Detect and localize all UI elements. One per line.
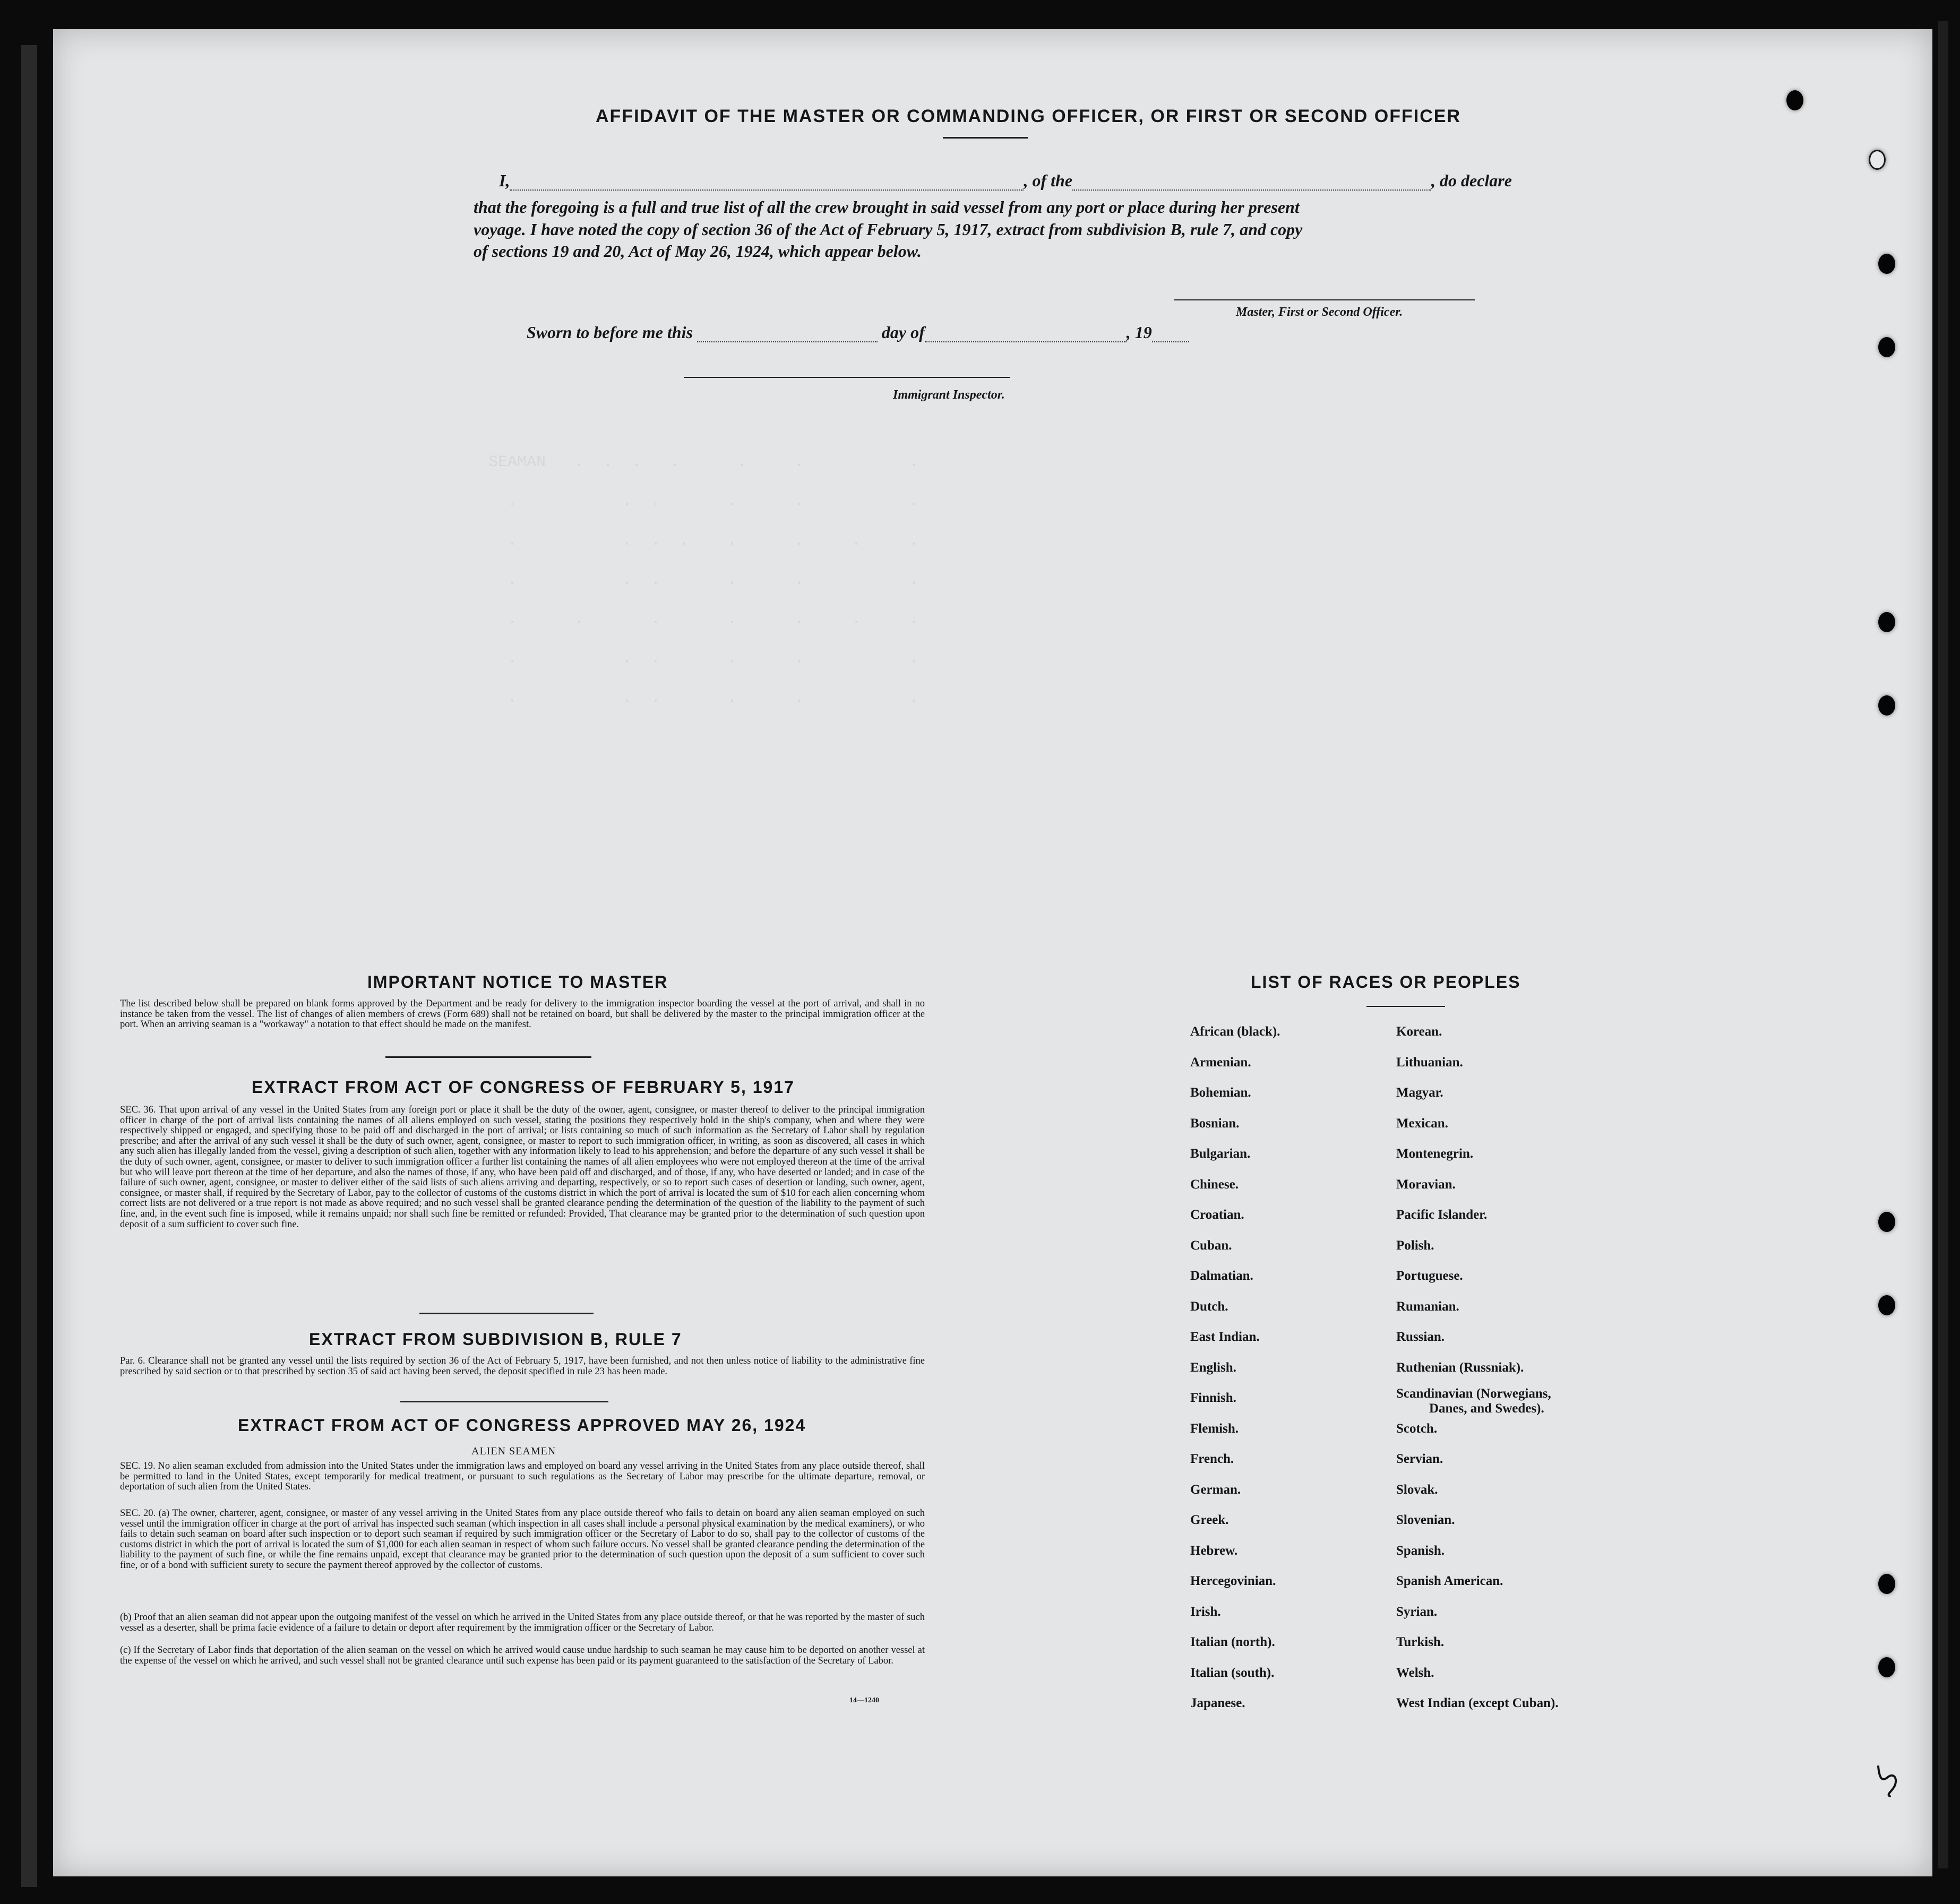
subdivision-b-title: EXTRACT FROM SUBDIVISION B, RULE 7 [309, 1330, 682, 1349]
race-item: Slovenian. [1396, 1513, 1455, 1527]
document-page [53, 29, 1932, 1876]
handwritten-mark [1874, 1761, 1906, 1798]
section-rule [419, 1313, 594, 1314]
race-item: Pacific Islander. [1396, 1208, 1488, 1222]
extract-1924-sec-20a: SEC. 20. (a) The owner, charterer, agent, consignee, or master of any vessel arriving in the United States from any place outside thereof who fails to detain on board any alien seaman employed on such vessel until the immigration officer in charge at the port of arrival has inspected such seaman (which inspection in all cases shall include a personal physical examination by the medical examiners), or who fails to detain such seaman on board after such inspection or to deport such seaman if required by such immigration officer or the Secretary of Labor to do so, shall pay to the collector of customs of the customs district in which the port of arrival is located the sum of $1,000 for each alien seaman in respect of whom such failure occurs. No vessel shall be granted clearance pending the determination of the liability to the payment of such fine, or while the fine remains unpaid, except that clearance may be granted prior to the determination of such question upon the deposit of a sum sufficient to cover such fine, or of a bond with sufficient surety to secure the payment thereof approved by the collector of customs. [120, 1508, 925, 1571]
races-title-rule [1366, 1006, 1445, 1007]
punch-hole [1878, 1657, 1895, 1677]
master-signature-label: Master, First or Second Officer. [1236, 305, 1403, 319]
race-item: Servian. [1396, 1452, 1443, 1466]
race-item: Hebrew. [1190, 1544, 1238, 1558]
punch-hole [1878, 612, 1895, 632]
sworn-line [527, 323, 1189, 342]
master-signature-line [1174, 299, 1475, 300]
race-item: Rumanian. [1396, 1299, 1459, 1314]
affidavit-line-1 [474, 171, 1512, 191]
races-title: LIST OF RACES OR PEOPLES [1251, 972, 1521, 992]
sworn-label: Sworn to before me this [527, 323, 693, 342]
race-item: Cuban. [1190, 1238, 1232, 1253]
race-item: Montenegrin. [1396, 1147, 1474, 1161]
extract-1917-text: SEC. 36. That upon arrival of any vessel in the United States from any foreign port or place it shall be the duty of the owner, agent, consignee, or master thereof to deliver to the principal immigration officer in charge of the port of arrival lists containing the names of all aliens employed on such vessel, stating the positions they respectively hold in the ship's company, when and where they were respectively shipped or engaged, and specifying those to be paid off and discharged in the port of arrival; or lists containing so much of such information as the Secretary of Labor shall by regulation prescribe; and after the arrival of any such vessel it shall be the duty of such owner, agent, consignee, or master to report to such immigration officer, in writing, as soon as discovered, all cases in which any such alien has illegally landed from the vessel, giving a description of such alien, together with any information likely to lead to his apprehension; and before the departure of any such vessel it shall be the duty of such owner, agent, consignee, or master to deliver to such immigration officer a further list containing the names of all alien employees who were not employed thereon at the time of the arrival but who will leave port thereon at the time of her departure, and also the names of those, if any, who have been paid off and discharged, and of those, if any, who have deserted or landed; and in case of the failure of such owner, agent, consignee, or master to deliver either of the said lists of such aliens arriving and departing, respectively, or so to report such cases of desertion or landing, such owner, agent, consignee, or master shall, if required by the Secretary of Labor, pay to the collector of customs of the customs district in which the port of arrival is located the sum of $10 for each alien concerning whom correct lists are not delivered or a true report is not made as above required; and no such vessel shall be granted clearance pending the determination of the question of the liability to the payment of such fine, and, in the event such fine is imposed, while it remains unpaid; nor shall such fine be remitted or refunded: Provided, That clearance may be granted prior to the determination of such question upon deposit of a sum sufficient to cover such fine. [120, 1105, 925, 1230]
extract-1924-sec-19: SEC. 19. No alien seaman excluded from admission into the United States under the immigration laws and employed on board any vessel arriving in the United States from any place outside thereof, shall be permitted to land in the United States, except temporarily for medical treatment, or pursuant to such regulations as the Secretary of Labor may prescribe for the ultimate departure, removal, or deportation of such alien from the United States. [120, 1461, 925, 1493]
race-item: Japanese. [1190, 1696, 1245, 1710]
race-item: French. [1190, 1452, 1234, 1466]
day-of-label: day of [881, 323, 925, 342]
affidavit-i-label: I, [499, 171, 510, 190]
race-item: Moravian. [1396, 1177, 1456, 1192]
alien-seamen-subtitle: ALIEN SEAMEN [471, 1445, 556, 1457]
race-item: Russian. [1396, 1330, 1445, 1344]
punch-hole [1878, 1295, 1895, 1315]
subdivision-b-text: Par. 6. Clearance shall not be granted any vessel until the lists required by section 36 of the Act of February 5, 1917, have been furnished, and not then unless notice of liability to the administrative fine prescribed by said section or to that prescribed by section 35 of said act having been served, the deposit specified in rule 23 has been made. [120, 1356, 925, 1377]
race-item: African (black). [1190, 1024, 1280, 1039]
bleed-through-ghost: SEAMAN . . . . . . . . . . . . . . . . . . . . . . . . . . . . . . . . . . . . . . . . . . . . . . [488, 453, 919, 707]
extract-1924-sec-20b: (b) Proof that an alien seaman did not appear upon the outgoing manifest of the vessel on which he arrived in the United States from any place outside thereof, or that he was reported by the master of such vessel as a deserter, shall be prima facie evidence of a failure to detain or deport after requirement by the immigration officer or the Secretary of Labor. [120, 1612, 925, 1633]
race-item: Hercegovinian. [1190, 1574, 1276, 1588]
race-item: Spanish American. [1396, 1574, 1503, 1588]
extract-1924-sec-20c: (c) If the Secretary of Labor finds that deportation of the alien seaman on the vessel on which he arrived would cause undue hardship to such seaman he may cause him to be deported on another vessel at the expense of the vessel on which he arrived, and such vessel shall not be granted clearance until such expense has been paid or its payment guaranteed to the satisfaction of the Secretary of Labor. [120, 1645, 925, 1666]
race-item: English. [1190, 1360, 1236, 1375]
race-item: Dalmatian. [1190, 1269, 1253, 1283]
race-item: Slovak. [1396, 1483, 1438, 1497]
binding-edge-right [1938, 21, 1948, 1868]
race-item: Italian (north). [1190, 1635, 1275, 1649]
punch-hole [1878, 1212, 1895, 1232]
notice-text: The list described below shall be prepared on blank forms approved by the Department and be ready for delivery to the immigration inspector boarding the vessel at the port of arrival, and shall in no instance be taken from the vessel. The list of changes of alien members of crews (Form 689) shall not be retained on board, but shall be delivered by the master to the principal immigration officer at the port. When an arriving seaman is a "workaway" a notation to that effect should be made on the manifest. [120, 998, 925, 1030]
race-item: Mexican. [1396, 1116, 1448, 1131]
section-rule [400, 1401, 608, 1402]
race-item-continuation: Danes, and Swedes). [1429, 1401, 1544, 1416]
extract-1924-title: EXTRACT FROM ACT OF CONGRESS APPROVED MAY 26, 1924 [238, 1416, 806, 1435]
race-item: East Indian. [1190, 1330, 1260, 1344]
race-item: Finnish. [1190, 1391, 1236, 1405]
inspector-signature-label: Immigrant Inspector. [893, 388, 1005, 402]
race-item: Chinese. [1190, 1177, 1239, 1192]
punch-hole [1878, 337, 1895, 357]
punch-hole [1878, 695, 1895, 716]
title-rule [943, 137, 1028, 139]
race-item: Irish. [1190, 1605, 1221, 1619]
affidavit-title: AFFIDAVIT OF THE MASTER OR COMMANDING OFFICER, OR FIRST OR SECOND OFFICER [596, 106, 1461, 126]
race-item: Korean. [1396, 1024, 1442, 1039]
race-item: German. [1190, 1483, 1241, 1497]
affidavit-of-the-label: , of the [1024, 171, 1072, 190]
race-item: Ruthenian (Russniak). [1396, 1360, 1524, 1375]
extract-1917-title: EXTRACT FROM ACT OF CONGRESS OF FEBRUARY 5, 1917 [252, 1078, 795, 1097]
race-item: Polish. [1396, 1238, 1434, 1253]
race-item: Syrian. [1396, 1605, 1438, 1619]
punch-hole [1878, 1574, 1895, 1594]
punch-hole [1786, 90, 1803, 110]
race-item: Scandinavian (Norwegians, [1396, 1386, 1551, 1401]
year-label: , 19 [1126, 323, 1152, 342]
punch-hole [1878, 254, 1895, 274]
notice-title: IMPORTANT NOTICE TO MASTER [367, 972, 668, 992]
race-item: Armenian. [1190, 1055, 1251, 1070]
section-rule [385, 1056, 591, 1058]
affidavit-line-4: of sections 19 and 20, Act of May 26, 1924, which appear below. [474, 242, 922, 261]
binding-edge-left [21, 45, 37, 1887]
race-item: Scotch. [1396, 1421, 1438, 1436]
race-item: Spanish. [1396, 1544, 1445, 1558]
affidavit-line-3: voyage. I have noted the copy of section 36 of the Act of February 5, 1917, extract from subdivision B, rule 7, and copy [474, 220, 1303, 239]
race-item: Magyar. [1396, 1085, 1443, 1100]
race-item: Bohemian. [1190, 1085, 1251, 1100]
affidavit-do-declare-label: , do declare [1431, 171, 1512, 190]
race-item: Turkish. [1396, 1635, 1445, 1649]
race-item: Dutch. [1190, 1299, 1228, 1314]
race-item: Welsh. [1396, 1666, 1434, 1680]
race-item: Bulgarian. [1190, 1147, 1251, 1161]
race-item: West Indian (except Cuban). [1396, 1696, 1559, 1710]
race-item: Greek. [1190, 1513, 1229, 1527]
race-item: Portuguese. [1396, 1269, 1463, 1283]
race-item: Bosnian. [1190, 1116, 1240, 1131]
punch-hole [1869, 150, 1886, 170]
affidavit-line-2: that the foregoing is a full and true list of all the crew brought in said vessel from any port or place during her present [474, 197, 1300, 217]
inspector-signature-line [684, 377, 1010, 378]
race-item: Flemish. [1190, 1421, 1239, 1436]
race-item: Croatian. [1190, 1208, 1244, 1222]
race-item: Italian (south). [1190, 1666, 1275, 1680]
race-item: Lithuanian. [1396, 1055, 1463, 1070]
form-number: 14—1240 [849, 1696, 879, 1704]
